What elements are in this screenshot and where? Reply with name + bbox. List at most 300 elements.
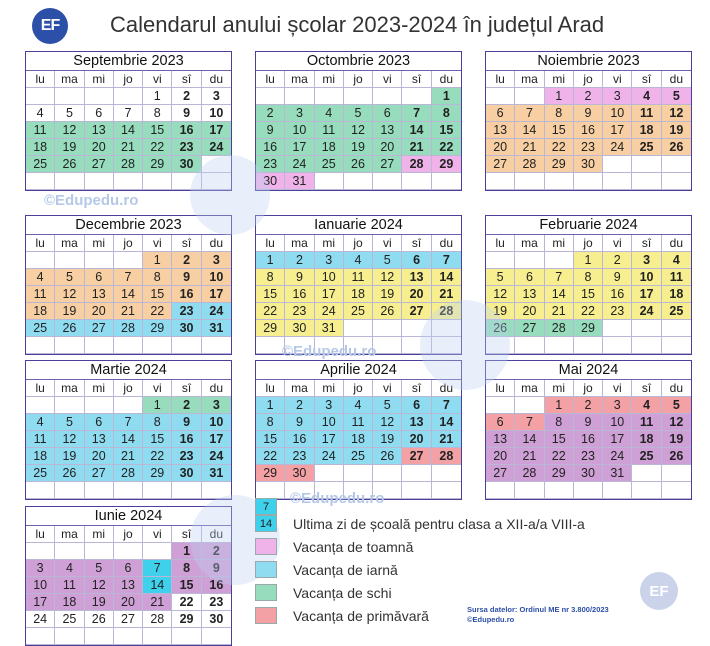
- empty-cell: [344, 173, 373, 190]
- day-cell: 26: [55, 156, 84, 173]
- day-cell: 13: [402, 269, 431, 286]
- weekday-header: sî: [402, 380, 431, 397]
- day-cell: 24: [632, 303, 661, 320]
- day-cell: 24: [202, 448, 231, 465]
- day-cell: 18: [26, 448, 55, 465]
- month-grid: [256, 234, 461, 354]
- empty-cell: [55, 628, 84, 645]
- empty-cell: [202, 156, 231, 173]
- day-cell: 17: [603, 431, 632, 448]
- day-cell: 2: [202, 543, 231, 560]
- empty-cell: [486, 88, 515, 105]
- day-cell: 2: [285, 252, 314, 269]
- month-name: Iunie 2024: [94, 508, 163, 524]
- day-cell: 20: [486, 139, 515, 156]
- empty-cell: [632, 337, 661, 354]
- weekday-header: mi: [545, 235, 574, 252]
- day-cell: 2: [172, 397, 201, 414]
- weekday-header: mi: [545, 380, 574, 397]
- day-cell: 8: [143, 414, 172, 431]
- day-cell: 1: [256, 397, 285, 414]
- day-cell: 13: [486, 431, 515, 448]
- day-cell: 24: [202, 303, 231, 320]
- day-cell: 18: [55, 594, 84, 611]
- month-3: [485, 51, 692, 191]
- day-cell: 22: [143, 139, 172, 156]
- day-cell: 6: [373, 105, 402, 122]
- day-cell: 20: [85, 303, 114, 320]
- day-cell: 30: [574, 156, 603, 173]
- day-cell: 10: [26, 577, 55, 594]
- day-cell: 28: [114, 320, 143, 337]
- empty-cell: [603, 337, 632, 354]
- legend-item: [255, 607, 429, 624]
- day-cell: 21: [515, 448, 544, 465]
- empty-cell: [55, 252, 84, 269]
- day-cell: 7: [143, 560, 172, 577]
- weekday-header: lu: [256, 235, 285, 252]
- day-cell: 1: [256, 252, 285, 269]
- day-cell: 11: [662, 269, 691, 286]
- day-cell: 8: [545, 105, 574, 122]
- day-cell: 25: [26, 465, 55, 482]
- empty-cell: [315, 482, 344, 499]
- weekday-header: ma: [285, 235, 314, 252]
- day-cell: 25: [55, 611, 84, 628]
- day-cell: 11: [632, 105, 661, 122]
- day-cell: 18: [632, 122, 661, 139]
- day-cell: 4: [632, 88, 661, 105]
- weekday-header: sî: [402, 235, 431, 252]
- weekday-header: vi: [143, 380, 172, 397]
- day-cell: 8: [574, 269, 603, 286]
- day-cell: 26: [344, 156, 373, 173]
- edupedu-logo: EF: [32, 8, 68, 44]
- empty-cell: [256, 482, 285, 499]
- weekday-header: ma: [55, 380, 84, 397]
- month-grid: [486, 70, 691, 190]
- day-cell: 28: [515, 156, 544, 173]
- empty-cell: [172, 173, 201, 190]
- source-line: ©Edupedu.ro: [467, 615, 515, 624]
- weekday-header: vi: [373, 380, 402, 397]
- day-cell: 28: [432, 448, 461, 465]
- day-cell: 17: [202, 286, 231, 303]
- empty-cell: [402, 173, 431, 190]
- weekday-header: sî: [172, 526, 201, 543]
- weekday-header: vi: [373, 71, 402, 88]
- day-cell: 5: [55, 269, 84, 286]
- day-cell: 12: [55, 122, 84, 139]
- day-cell: 26: [486, 320, 515, 337]
- day-cell: 18: [26, 303, 55, 320]
- day-cell: 26: [85, 611, 114, 628]
- empty-cell: [285, 337, 314, 354]
- day-cell: 19: [486, 303, 515, 320]
- day-cell: 31: [603, 465, 632, 482]
- day-cell: 2: [603, 252, 632, 269]
- day-cell: 17: [202, 431, 231, 448]
- day-cell: 27: [515, 320, 544, 337]
- day-cell: 11: [26, 286, 55, 303]
- day-cell: 17: [315, 431, 344, 448]
- month-name: Mai 2024: [558, 362, 619, 378]
- day-cell: 5: [344, 105, 373, 122]
- day-cell: 10: [632, 269, 661, 286]
- day-cell: 18: [344, 286, 373, 303]
- day-cell: 27: [85, 465, 114, 482]
- day-cell: 11: [344, 414, 373, 431]
- empty-cell: [114, 482, 143, 499]
- empty-cell: [373, 88, 402, 105]
- month-name: Februarie 2024: [539, 217, 638, 233]
- day-cell: 8: [432, 105, 461, 122]
- empty-cell: [114, 173, 143, 190]
- day-cell: 18: [632, 431, 661, 448]
- day-cell: 8: [256, 269, 285, 286]
- day-cell: 16: [256, 139, 285, 156]
- day-cell: 4: [26, 105, 55, 122]
- legend-item: [255, 584, 392, 601]
- empty-cell: [55, 337, 84, 354]
- day-cell: 29: [432, 156, 461, 173]
- empty-cell: [486, 337, 515, 354]
- day-cell: 9: [285, 269, 314, 286]
- empty-cell: [26, 543, 55, 560]
- month-10: [25, 506, 232, 646]
- day-cell: 13: [486, 122, 515, 139]
- day-cell: 14: [432, 414, 461, 431]
- empty-cell: [662, 337, 691, 354]
- empty-cell: [55, 88, 84, 105]
- day-cell: 20: [515, 303, 544, 320]
- watermark-text: ©Edupedu.ro: [44, 192, 139, 209]
- weekday-header: jo: [344, 235, 373, 252]
- day-cell: 23: [172, 448, 201, 465]
- empty-cell: [432, 465, 461, 482]
- day-cell: 23: [172, 139, 201, 156]
- day-cell: 8: [143, 269, 172, 286]
- day-cell: 29: [545, 156, 574, 173]
- day-cell: 22: [545, 139, 574, 156]
- empty-cell: [373, 482, 402, 499]
- day-cell: 8: [256, 414, 285, 431]
- day-cell: 2: [172, 88, 201, 105]
- day-cell: 12: [662, 105, 691, 122]
- weekday-header: mi: [85, 526, 114, 543]
- day-cell: 4: [662, 252, 691, 269]
- day-cell: 13: [402, 414, 431, 431]
- day-cell: 28: [515, 465, 544, 482]
- day-cell: 19: [344, 139, 373, 156]
- day-cell: 7: [114, 269, 143, 286]
- day-cell: 7: [114, 105, 143, 122]
- day-cell: 5: [486, 269, 515, 286]
- month-2: [255, 51, 462, 191]
- month-8: [255, 360, 462, 500]
- empty-cell: [486, 252, 515, 269]
- empty-cell: [662, 482, 691, 499]
- empty-cell: [402, 88, 431, 105]
- day-cell: 22: [545, 448, 574, 465]
- day-cell: 15: [574, 286, 603, 303]
- day-cell: 7: [402, 105, 431, 122]
- day-cell: 1: [545, 88, 574, 105]
- day-cell: 15: [143, 286, 172, 303]
- day-cell: 14: [402, 122, 431, 139]
- month-grid: [26, 70, 231, 190]
- day-cell: 10: [315, 269, 344, 286]
- empty-cell: [632, 320, 661, 337]
- empty-cell: [515, 252, 544, 269]
- day-cell: 20: [373, 139, 402, 156]
- day-cell: 19: [662, 431, 691, 448]
- day-cell: 21: [402, 139, 431, 156]
- empty-cell: [26, 337, 55, 354]
- day-cell: 7: [114, 414, 143, 431]
- day-cell: 29: [172, 611, 201, 628]
- day-cell: 9: [603, 269, 632, 286]
- day-cell: 24: [285, 156, 314, 173]
- legend-label: Vacanța de toamnă: [293, 538, 414, 555]
- weekday-header: mi: [315, 380, 344, 397]
- empty-cell: [85, 252, 114, 269]
- day-cell: 17: [202, 122, 231, 139]
- day-cell: 29: [143, 465, 172, 482]
- weekday-header: lu: [26, 380, 55, 397]
- watermark-text: ©Edupedu.ro: [290, 490, 385, 507]
- weekday-header: mi: [85, 71, 114, 88]
- day-cell: 13: [373, 122, 402, 139]
- weekday-header: du: [202, 235, 231, 252]
- day-cell: 30: [285, 465, 314, 482]
- day-cell: 12: [662, 414, 691, 431]
- weekday-header: jo: [114, 235, 143, 252]
- day-cell: 22: [574, 303, 603, 320]
- empty-cell: [574, 173, 603, 190]
- day-cell: 13: [85, 431, 114, 448]
- day-cell: 6: [515, 269, 544, 286]
- day-cell: 7: [515, 414, 544, 431]
- day-cell: 11: [632, 414, 661, 431]
- day-cell: 27: [85, 156, 114, 173]
- empty-cell: [26, 482, 55, 499]
- day-cell: 23: [285, 448, 314, 465]
- day-cell: 10: [285, 122, 314, 139]
- day-cell: 25: [632, 139, 661, 156]
- day-cell: 27: [85, 320, 114, 337]
- day-cell: 30: [574, 465, 603, 482]
- weekday-header: ma: [515, 71, 544, 88]
- day-cell: 1: [545, 397, 574, 414]
- day-cell: 17: [632, 286, 661, 303]
- day-cell: 21: [143, 594, 172, 611]
- empty-cell: [285, 88, 314, 105]
- day-cell: 16: [574, 122, 603, 139]
- day-cell: 30: [172, 156, 201, 173]
- legend-label: Ultima zi de școală pentru clasa a XII-a/a VIII-a: [293, 515, 585, 532]
- empty-cell: [114, 88, 143, 105]
- day-cell: 29: [256, 465, 285, 482]
- day-cell: 18: [315, 139, 344, 156]
- weekday-header: sî: [632, 380, 661, 397]
- day-cell: 12: [373, 414, 402, 431]
- day-cell: 3: [285, 105, 314, 122]
- legend-swatch: [255, 584, 277, 601]
- empty-cell: [143, 628, 172, 645]
- empty-cell: [486, 482, 515, 499]
- day-cell: 19: [85, 594, 114, 611]
- month-9: [485, 360, 692, 500]
- month-grid: [486, 379, 691, 499]
- day-cell: 14: [143, 577, 172, 594]
- day-cell: 17: [603, 122, 632, 139]
- empty-cell: [143, 337, 172, 354]
- weekday-header: du: [432, 71, 461, 88]
- weekday-header: du: [202, 71, 231, 88]
- day-cell: 13: [114, 577, 143, 594]
- day-cell: 30: [202, 611, 231, 628]
- day-cell: 3: [603, 88, 632, 105]
- day-cell: 31: [315, 320, 344, 337]
- day-cell: 29: [256, 320, 285, 337]
- day-cell: 26: [373, 448, 402, 465]
- day-cell: 5: [55, 414, 84, 431]
- empty-cell: [344, 465, 373, 482]
- day-cell: 11: [55, 577, 84, 594]
- day-cell: 4: [632, 397, 661, 414]
- legend-swatch: [255, 561, 277, 578]
- day-cell: 28: [143, 611, 172, 628]
- day-cell: 23: [574, 448, 603, 465]
- month-grid: [256, 70, 461, 190]
- weekday-header: vi: [603, 71, 632, 88]
- day-cell: 6: [85, 414, 114, 431]
- day-cell: 27: [402, 303, 431, 320]
- day-cell: 12: [344, 122, 373, 139]
- month-name: Ianuarie 2024: [314, 217, 403, 233]
- day-cell: 3: [315, 397, 344, 414]
- day-cell: 1: [172, 543, 201, 560]
- day-cell: 3: [202, 252, 231, 269]
- day-cell: 14: [545, 286, 574, 303]
- weekday-header: lu: [26, 71, 55, 88]
- empty-cell: [315, 88, 344, 105]
- legend-swatch: 7: [255, 498, 277, 515]
- empty-cell: [55, 173, 84, 190]
- day-cell: 7: [515, 105, 544, 122]
- month-grid: [26, 525, 231, 645]
- empty-cell: [662, 320, 691, 337]
- day-cell: 19: [55, 139, 84, 156]
- day-cell: 20: [486, 448, 515, 465]
- day-cell: 26: [373, 303, 402, 320]
- day-cell: 28: [114, 156, 143, 173]
- day-cell: 9: [256, 122, 285, 139]
- day-cell: 3: [202, 88, 231, 105]
- legend-label: Vacanța de primăvară: [293, 607, 429, 624]
- empty-cell: [55, 397, 84, 414]
- weekday-header: mi: [315, 71, 344, 88]
- empty-cell: [143, 543, 172, 560]
- weekday-header: sî: [632, 235, 661, 252]
- day-cell: 7: [432, 397, 461, 414]
- day-cell: 12: [373, 269, 402, 286]
- day-cell: 12: [55, 286, 84, 303]
- month-1: [25, 51, 232, 191]
- empty-cell: [402, 337, 431, 354]
- day-cell: 7: [545, 269, 574, 286]
- day-cell: 19: [662, 122, 691, 139]
- day-cell: 1: [432, 88, 461, 105]
- day-cell: 18: [344, 431, 373, 448]
- empty-cell: [603, 320, 632, 337]
- day-cell: 14: [114, 431, 143, 448]
- day-cell: 29: [574, 320, 603, 337]
- legend-item: [255, 561, 398, 578]
- empty-cell: [85, 88, 114, 105]
- day-cell: 12: [55, 431, 84, 448]
- day-cell: 21: [545, 303, 574, 320]
- day-cell: 26: [662, 139, 691, 156]
- day-cell: 18: [26, 139, 55, 156]
- empty-cell: [114, 252, 143, 269]
- empty-cell: [256, 88, 285, 105]
- day-cell: 5: [662, 397, 691, 414]
- day-cell: 5: [373, 252, 402, 269]
- day-cell: 2: [574, 397, 603, 414]
- legend-label: Vacanța de iarnă: [293, 561, 398, 578]
- empty-cell: [402, 465, 431, 482]
- day-cell: 5: [373, 397, 402, 414]
- day-cell: 24: [603, 448, 632, 465]
- day-cell: 21: [432, 286, 461, 303]
- empty-cell: [603, 173, 632, 190]
- day-cell: 4: [26, 414, 55, 431]
- month-name: Decembrie 2023: [75, 217, 182, 233]
- empty-cell: [344, 337, 373, 354]
- day-cell: 6: [402, 252, 431, 269]
- weekday-header: du: [662, 380, 691, 397]
- day-cell: 9: [285, 414, 314, 431]
- day-cell: 27: [486, 156, 515, 173]
- weekday-header: du: [432, 235, 461, 252]
- empty-cell: [114, 628, 143, 645]
- empty-cell: [603, 482, 632, 499]
- empty-cell: [315, 465, 344, 482]
- day-cell: 9: [574, 414, 603, 431]
- empty-cell: [26, 397, 55, 414]
- empty-cell: [85, 173, 114, 190]
- weekday-header: mi: [85, 380, 114, 397]
- empty-cell: [662, 173, 691, 190]
- day-cell: 14: [114, 122, 143, 139]
- weekday-header: jo: [574, 380, 603, 397]
- day-cell: 18: [662, 286, 691, 303]
- empty-cell: [373, 337, 402, 354]
- empty-cell: [202, 337, 231, 354]
- day-cell: 24: [603, 139, 632, 156]
- day-cell: 2: [574, 88, 603, 105]
- weekday-header: ma: [285, 380, 314, 397]
- day-cell: 29: [545, 465, 574, 482]
- day-cell: 16: [172, 431, 201, 448]
- day-cell: 9: [172, 105, 201, 122]
- day-cell: 2: [172, 252, 201, 269]
- day-cell: 11: [26, 431, 55, 448]
- weekday-header: lu: [486, 235, 515, 252]
- empty-cell: [26, 628, 55, 645]
